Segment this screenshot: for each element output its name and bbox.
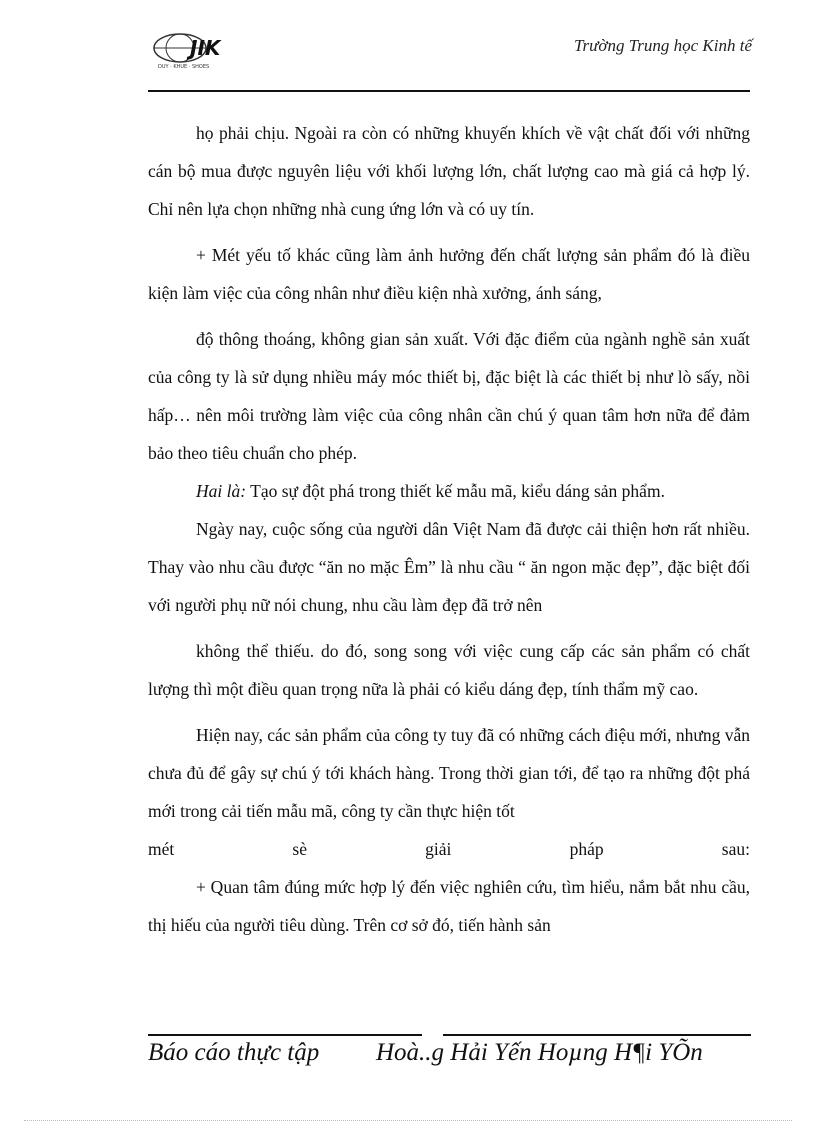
paragraph-5: Ngày nay, cuộc sống của người dân Việt Nam đã được cải thiện hơn rất nhiều. Thay vào nhu cầu được “ăn no mặc Êm” là nhu cầu “ ăn ngon mặc đẹp”, đặc biệt đối với người phụ nữ nói chung, nhu cầu làm đẹp đã trở nên	[148, 519, 750, 615]
paragraph-4-label: Hai là:	[196, 481, 247, 501]
logo-subtext: DUY · KHUE · SHOES	[158, 64, 210, 70]
paragraph-7: Hiện nay, các sản phẩm của công ty tuy đã có những cách điệu mới, nhưng vẫn chưa đủ để gây sự chú ý tới khách hàng. Trong thời gian tới, để tạo ra những đột phá mới trong cải tiến mẫu mã, công ty cần thực hiện tốt	[148, 725, 750, 821]
page-bottom-dotted-line	[24, 1120, 792, 1121]
footer-divider-right	[443, 1034, 751, 1036]
logo-text: JIK	[190, 36, 221, 60]
footer-report-label: Báo cáo thực tập	[148, 1039, 320, 1066]
paragraph-1: họ phải chịu. Ngoài ra còn có những khuyến khích về vật chất đối với những cán bộ mua được nguyên liệu với khối lượng lớn, chất lượng cao mà giá cả hợp lý. Chỉ nên lựa chọn những nhà cung ứng lớn và có uy tín.	[148, 123, 750, 219]
company-logo	[150, 30, 222, 70]
paragraph-7-last-line: mét sè giải pháp sau:	[148, 839, 750, 859]
header-divider	[148, 90, 750, 92]
footer-author: Hoà..g Hải Yến Hoµng H¶i YÕn	[376, 1039, 703, 1066]
footer	[148, 1039, 768, 1067]
paragraph-8: + Quan tâm đúng mức hợp lý đến việc nghiên cứu, tìm hiểu, nắm bắt nhu cầu, thị hiếu của người tiêu dùng. Trên cơ sở đó, tiến hành sản	[148, 877, 750, 935]
paragraph-6: không thể thiếu. do đó, song song với việc cung cấp các sản phẩm có chất lượng thì một điều quan trọng nữa là phải có kiểu dáng đẹp, tính thẩm mỹ cao.	[148, 641, 750, 699]
paragraph-4-text: Tạo sự đột phá trong thiết kế mẫu mã, kiểu dáng sản phẩm.	[246, 481, 665, 501]
footer-divider-left	[148, 1034, 422, 1036]
document-body	[148, 114, 750, 944]
header-school: Trường Trung học Kinh tế	[574, 36, 752, 55]
paragraph-4	[148, 472, 750, 510]
paragraph-2: + Mét yếu tố khác cũng làm ảnh hưởng đến chất lượng sản phẩm đó là điều kiện làm việc của công nhân như điều kiện nhà xưởng, ánh sáng,	[148, 245, 750, 303]
paragraph-3: độ thông thoáng, không gian sản xuất. Với đặc điểm của ngành nghề sản xuất của công ty là sử dụng nhiều máy móc thiết bị, đặc biệt là các thiết bị như lò sấy, nồi hấp… nên môi trường làm việc của công nhân cần chú ý quan tâm hơn nữa để đảm bảo theo tiêu chuẩn cho phép.	[148, 329, 750, 463]
